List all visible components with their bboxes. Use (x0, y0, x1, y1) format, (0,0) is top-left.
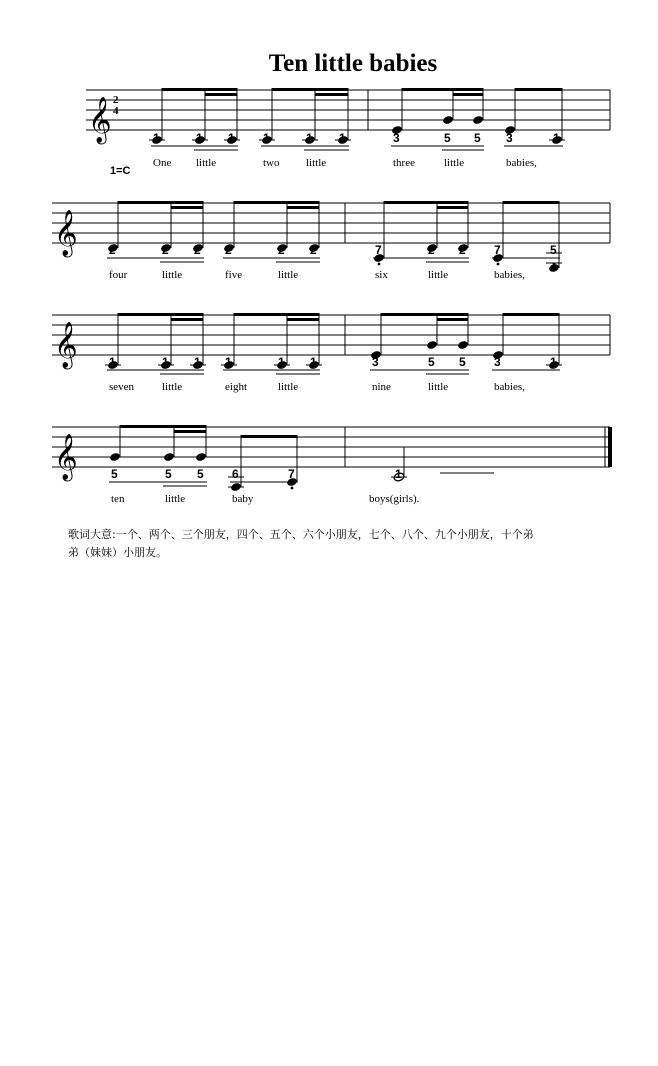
lyric: little (278, 269, 299, 281)
jianpu-number: 2 (278, 243, 285, 257)
beam (453, 93, 483, 96)
lyric: little (428, 269, 449, 281)
lyric: little (165, 493, 186, 505)
lyric: boys(girls). (369, 493, 420, 505)
jianpu-number: 5 (474, 131, 481, 145)
lyric: little (444, 157, 465, 169)
jianpu-number: 7 (375, 243, 382, 257)
beam (234, 201, 319, 204)
jianpu-number: 1 (278, 355, 285, 369)
note-head (457, 340, 469, 350)
jianpu-number: 1 (194, 355, 201, 369)
beam (503, 201, 559, 204)
jianpu-number: 2 (194, 243, 201, 257)
jianpu-number: 1 (228, 131, 235, 145)
lyric: three (393, 157, 415, 169)
beam (287, 206, 319, 209)
jianpu-number: 2 (162, 243, 169, 257)
jianpu-number: 1 (196, 131, 203, 145)
jianpu-number: 2 (109, 243, 116, 257)
jianpu-number: 1 (310, 355, 317, 369)
jianpu-number: 1 (395, 467, 402, 481)
beam (384, 201, 468, 204)
jianpu-number: 5 (550, 243, 557, 257)
note-head (109, 452, 121, 462)
note-head (195, 452, 207, 462)
low-octave-dot (235, 487, 238, 490)
beam (437, 318, 468, 321)
score (0, 0, 658, 520)
jianpu-number: 2 (225, 243, 232, 257)
lyric: little (306, 157, 327, 169)
treble-clef: 𝄞 (54, 434, 78, 480)
lyric: little (428, 381, 449, 393)
low-octave-dot (378, 263, 381, 266)
jianpu-number: 1 (153, 131, 160, 145)
jianpu-number: 5 (428, 355, 435, 369)
jianpu-number: 2 (459, 243, 466, 257)
beam (205, 93, 237, 96)
jianpu-number: 1 (339, 131, 346, 145)
jianpu-number: 7 (494, 243, 501, 257)
jianpu-number: 2 (310, 243, 317, 257)
low-octave-dot (497, 263, 500, 266)
lyrics-translation-note: 歌词大意:一个、两个、三个朋友，四个、五个、六个小朋友，七个、八个、九个小朋友，十个弟弟（妹妹）小朋友。 (68, 528, 534, 559)
lyric: five (225, 269, 243, 281)
beam (174, 430, 206, 433)
lyric: One (153, 157, 172, 169)
lyric: ten (111, 493, 125, 505)
lyric: little (162, 381, 183, 393)
key-signature: 1=C (110, 165, 131, 177)
jianpu-number: 3 (372, 355, 379, 369)
low-octave-dot (553, 263, 556, 266)
jianpu-number: 1 (162, 355, 169, 369)
jianpu-number: 1 (306, 131, 313, 145)
lyric: two (263, 157, 280, 169)
beam (315, 93, 348, 96)
treble-clef: 𝄞 (54, 322, 78, 368)
jianpu-number: 1 (225, 355, 232, 369)
jianpu-number: 7 (288, 467, 295, 481)
beam (287, 318, 319, 321)
song-title: Ten little babies (268, 50, 438, 77)
jianpu-number: 5 (165, 467, 172, 481)
lyric: four (109, 269, 128, 281)
beam (234, 313, 319, 316)
low-octave-dot (291, 487, 294, 490)
jianpu-number: 1 (263, 131, 270, 145)
beam (171, 318, 203, 321)
time-signature-bottom: 4 (113, 105, 119, 117)
jianpu-number: 3 (506, 131, 513, 145)
lyric: six (375, 269, 388, 281)
time-signature-top: 2 (113, 94, 119, 106)
jianpu-number: 5 (111, 467, 118, 481)
lyric: nine (372, 381, 391, 393)
beam (272, 88, 348, 91)
beam (241, 435, 297, 438)
jianpu-number: 2 (428, 243, 435, 257)
jianpu-number: 5 (444, 131, 451, 145)
beam (402, 88, 483, 91)
lyric: babies, (494, 381, 525, 393)
note-head (472, 115, 484, 125)
lyric: babies, (494, 269, 525, 281)
lyric: little (162, 269, 183, 281)
jianpu-number: 1 (550, 355, 557, 369)
treble-clef: 𝄞 (88, 97, 112, 143)
lyric: seven (109, 381, 135, 393)
beam (381, 313, 468, 316)
beam (120, 425, 206, 428)
beam (171, 206, 203, 209)
final-barline-thick (608, 427, 612, 467)
lyric: little (278, 381, 299, 393)
jianpu-number: 1 (109, 355, 116, 369)
note-head (442, 115, 454, 125)
note-head (426, 340, 438, 350)
jianpu-number: 5 (459, 355, 466, 369)
jianpu-number: 6 (232, 467, 239, 481)
jianpu-number: 5 (197, 467, 204, 481)
jianpu-number: 3 (494, 355, 501, 369)
jianpu-number: 3 (393, 131, 400, 145)
beam (162, 88, 237, 91)
beam (515, 88, 562, 91)
jianpu-number: 1 (553, 131, 560, 145)
beam (503, 313, 559, 316)
lyric: eight (225, 381, 247, 393)
beam (437, 206, 468, 209)
treble-clef: 𝄞 (54, 210, 78, 256)
note-head (163, 452, 175, 462)
lyric: baby (232, 493, 254, 505)
beam (118, 201, 203, 204)
lyric: babies, (506, 157, 537, 169)
lyric: little (196, 157, 217, 169)
beam (118, 313, 203, 316)
